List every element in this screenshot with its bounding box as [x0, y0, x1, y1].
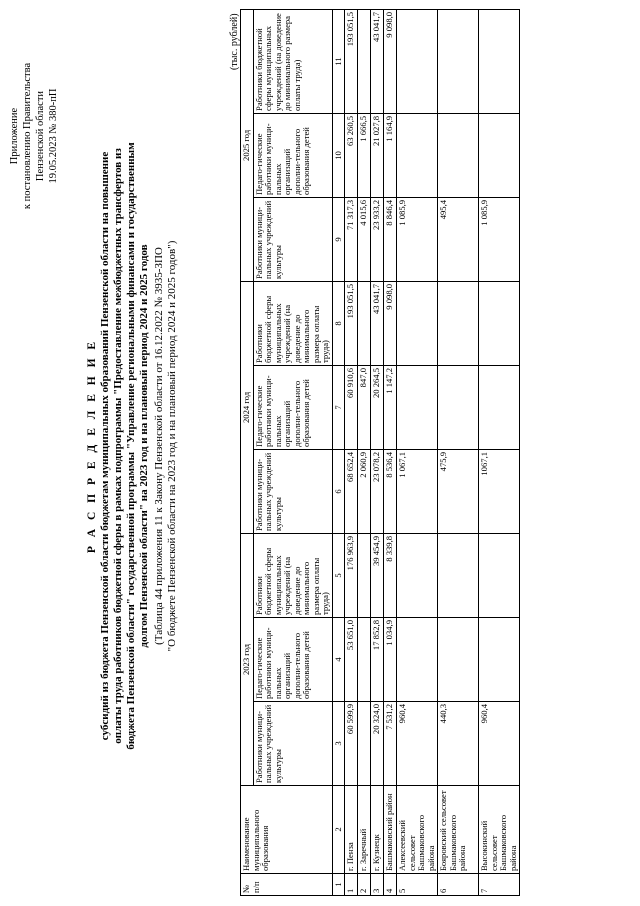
value-cell: 1 147,2	[384, 365, 397, 449]
row-number: 7	[479, 874, 520, 896]
value-cell	[397, 281, 438, 365]
value-cell: 193 051,5	[345, 281, 358, 365]
appendix-line: Пензенской области	[35, 90, 46, 182]
value-cell: 960,4	[397, 702, 438, 786]
value-cell: 8 536,4	[384, 449, 397, 533]
table-row	[397, 9, 438, 895]
value-cell	[479, 533, 520, 617]
column-index-row	[332, 9, 345, 895]
header-num: № п/п	[241, 874, 333, 896]
row-number: 4	[384, 874, 397, 896]
value-cell	[438, 281, 479, 365]
value-cell: 2 060,9	[358, 449, 371, 533]
value-cell: 1 085,9	[397, 197, 438, 281]
row-number: 5	[397, 874, 438, 896]
column-index: 9	[332, 197, 345, 281]
document-title	[86, 46, 179, 846]
value-cell: 8 339,8	[384, 533, 397, 617]
value-cell: 20 324,0	[371, 702, 384, 786]
header-year-2024: 2024 год	[241, 281, 254, 533]
value-cell: 7 531,2	[384, 702, 397, 786]
value-cell: 43 041,7	[371, 281, 384, 365]
value-cell: 17 852,8	[371, 618, 384, 702]
column-index: 6	[332, 449, 345, 533]
value-cell	[479, 113, 520, 197]
municipality-name: Башмаковский район	[384, 786, 397, 874]
column-index: 7	[332, 365, 345, 449]
column-index: 10	[332, 113, 345, 197]
value-cell: 9 098,0	[384, 281, 397, 365]
value-cell: 9 098,0	[384, 9, 397, 113]
table-row	[358, 9, 371, 895]
title-line: оплаты труда работников бюджетной сферы в рамках подпрограммы "Предоставление межбюджетных трансфертов из	[112, 148, 124, 744]
title-subline: (Таблица 44 приложения 11 к Закону Пензенской области от 16.12.2022 № 3935-ЗПО	[153, 247, 165, 645]
value-cell: 60 910,6	[345, 365, 358, 449]
value-cell: 847,0	[358, 365, 371, 449]
header-culture-2024: Работники муници-пальных учреждений культуры	[253, 449, 332, 533]
column-index: 11	[332, 9, 345, 113]
distribution-table	[240, 9, 520, 896]
row-number: 1	[345, 874, 358, 896]
title-line: субсидий из бюджета Пензенской области бюджетам муниципальных образований Пензенской области на повышение	[99, 151, 111, 741]
value-cell: 23 078,2	[371, 449, 384, 533]
value-cell	[438, 618, 479, 702]
value-cell	[397, 533, 438, 617]
row-number: 6	[438, 874, 479, 896]
value-cell: 1 085,9	[479, 197, 520, 281]
header-teachers-2024: Педаго-гические работники муници-пальных организаций дополни-тельного образования детей	[253, 365, 332, 449]
municipality-name: Алексеевский сельсовет Башмаковского района	[397, 786, 438, 874]
row-number: 2	[358, 874, 371, 896]
title-subline: "О бюджете Пензенской области на 2023 год и на плановый период 2024 и 2025 годов")	[166, 240, 178, 652]
municipality-name: г. Пенза	[345, 786, 358, 874]
value-cell	[438, 533, 479, 617]
value-cell: 68 652,4	[345, 449, 358, 533]
value-cell: 1 067,1	[397, 449, 438, 533]
value-cell: 43 041,7	[371, 9, 384, 113]
value-cell	[358, 702, 371, 786]
value-cell: 21 027,8	[371, 113, 384, 197]
value-cell	[479, 618, 520, 702]
value-cell: 39 454,9	[371, 533, 384, 617]
value-cell: 1 666,5	[358, 113, 371, 197]
value-cell: 193 051,5	[345, 9, 358, 113]
value-cell	[438, 9, 479, 113]
header-teachers-2023: Педаго-гические работники муници-пальных организаций дополни-тельного образования детей	[253, 618, 332, 702]
value-cell: 475,9	[438, 449, 479, 533]
title-heading: Р А С П Р Е Д Е Л Е Н И Е	[86, 338, 98, 554]
value-cell	[438, 365, 479, 449]
header-budget-2024: Работники бюджетной сферы муниципальных учреждений (на доведение до минимального размера оплаты труда)	[253, 281, 332, 365]
table-row	[438, 9, 479, 895]
appendix-date: 19.05.2023 № 380-пП	[48, 88, 59, 184]
value-cell	[397, 365, 438, 449]
value-cell	[479, 365, 520, 449]
value-cell: 71 317,3	[345, 197, 358, 281]
municipality-name: Высокинский сельсовет Башмаковского района	[479, 786, 520, 874]
header-name: Наименование муниципального образования	[241, 786, 333, 874]
header-year-2023: 2023 год	[241, 533, 254, 785]
value-cell	[358, 281, 371, 365]
header-budget-2023: Работники бюджетной сферы муниципальных учреждений (на доведение до минимального размера оплаты труда)	[253, 533, 332, 617]
value-cell	[358, 9, 371, 113]
appendix-line: Приложение	[9, 107, 20, 165]
header-budget-2025: Работники бюджетной сферы муниципальных учреждений (на доведение до минимального размера оплаты труда)	[253, 9, 332, 113]
value-cell: 1 034,9	[384, 618, 397, 702]
table-row	[345, 9, 358, 895]
value-cell	[438, 113, 479, 197]
value-cell	[358, 533, 371, 617]
value-cell: 960,4	[479, 702, 520, 786]
value-cell	[397, 9, 438, 113]
value-cell: 53 651,0	[345, 618, 358, 702]
header-teachers-2025: Педаго-гические работники муници-пальных организаций дополни-тельного образования детей	[253, 113, 332, 197]
value-cell: 176 963,9	[345, 533, 358, 617]
value-cell	[358, 618, 371, 702]
municipality-name: г. Заречный	[358, 786, 371, 874]
municipality-name: г. Кузнецк	[371, 786, 384, 874]
value-cell	[479, 281, 520, 365]
value-cell: 495,4	[438, 197, 479, 281]
header-year-2025: 2025 год	[241, 9, 254, 281]
column-index: 5	[332, 533, 345, 617]
title-line: бюджета Пензенской области" государственной программы "Управление региональными финансами и государственным	[125, 142, 137, 750]
header-culture-2025: Работники муници-пальных учреждений культуры	[253, 197, 332, 281]
title-line: долгом Пензенской области" на 2023 год и на плановый период 2024 и 2025 годов	[138, 244, 150, 648]
row-number: 3	[371, 874, 384, 896]
header-culture-2023: Работники муници-пальных учреждений культуры	[253, 702, 332, 786]
table-row	[371, 9, 384, 895]
value-cell	[397, 618, 438, 702]
value-cell: 63 260,5	[345, 113, 358, 197]
value-cell: 20 264,5	[371, 365, 384, 449]
value-cell: 60 599,9	[345, 702, 358, 786]
appendix-block	[8, 6, 60, 266]
column-index: 2	[332, 786, 345, 874]
value-cell: 4 015,6	[358, 197, 371, 281]
table-row	[479, 9, 520, 895]
value-cell: 8 846,4	[384, 197, 397, 281]
column-index: 1	[332, 874, 345, 896]
municipality-name: Бояровский сельсовет Башмаковского района	[438, 786, 479, 874]
value-cell: 440,3	[438, 702, 479, 786]
units-label: (тыс. рублей)	[229, 13, 240, 70]
value-cell	[479, 9, 520, 113]
value-cell: 1 164,9	[384, 113, 397, 197]
column-index: 3	[332, 702, 345, 786]
column-index: 8	[332, 281, 345, 365]
table-row	[384, 9, 397, 895]
column-index: 4	[332, 618, 345, 702]
value-cell: 23 933,2	[371, 197, 384, 281]
value-cell	[397, 113, 438, 197]
appendix-line: к постановлению Правительства	[22, 62, 33, 210]
value-cell: 1067,1	[479, 449, 520, 533]
